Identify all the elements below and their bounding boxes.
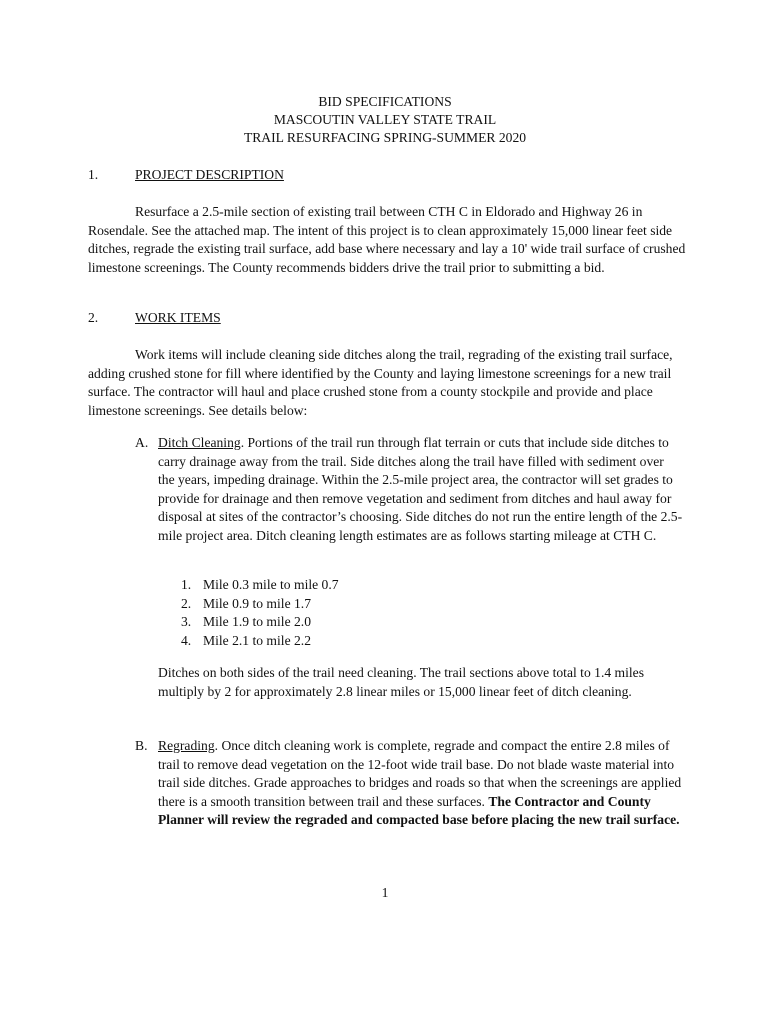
list-item-text: Mile 0.3 mile to mile 0.7 xyxy=(203,577,339,592)
list-item xyxy=(181,613,339,632)
list-item-number: 4. xyxy=(181,632,192,648)
section-2-number: 2. xyxy=(88,310,99,325)
item-b-bold-text: The Contractor and County Planner will review the regraded and compacted base before placing the new trail surface. xyxy=(158,793,680,827)
item-a-title: Ditch Cleaning xyxy=(158,435,241,450)
item-a-body xyxy=(158,434,683,545)
item-b-body xyxy=(158,737,683,830)
doc-title-line-2: MASCOUTIN VALLEY STATE TRAIL xyxy=(273,112,497,127)
doc-title-line-1: BID SPECIFICATIONS xyxy=(318,94,452,109)
item-a-after-text: Ditches on both sides of the trail need cleaning. The trail sections above total to 1.4 miles multiply by 2 for approximately 2.8 linear miles or 15,000 linear feet of ditch cleaning. xyxy=(158,665,644,699)
item-b-letter: B. xyxy=(135,738,148,753)
item-b-title: Regrading xyxy=(158,738,215,753)
list-item xyxy=(181,595,339,614)
item-b-text: . Once ditch cleaning work is complete, regrade and compact the entire 2.8 miles of trail to remove dead vegetation on the 12-foot wide trail base. Do not blade waste material into trail side ditches. Grade approaches to bridges and roads so that when the screenings are applied there is a smooth transition between trail and these surfaces. xyxy=(158,738,682,809)
list-item-text: Mile 0.9 to mile 1.7 xyxy=(203,595,311,611)
list-item xyxy=(181,576,339,595)
mileage-list xyxy=(181,576,339,650)
section-2-heading: WORK ITEMS xyxy=(135,310,221,325)
list-item-text: Mile 1.9 to mile 2.0 xyxy=(203,614,311,629)
section-1-heading: PROJECT DESCRIPTION xyxy=(135,167,284,182)
section-1-number: 1. xyxy=(88,167,99,182)
item-a-text: . Portions of the trail run through flat terrain or cuts that include side ditches to carry drainage away from the trail. Side ditches along the trail have filled with sediment over the years, impeding drainage. Within the 2.5-mile project area, the contractor will set grades to provide for drainage and then remove vegetation and sediment from ditches and haul away for disposal at sites of the contractor’s choosing. Side ditches do not run the entire length of the 2.5-mile project area. Ditch cleaning length estimates are as follows starting mileage at CTH C. xyxy=(158,435,683,543)
list-item-number: 3. xyxy=(181,614,192,629)
section-1-body: Resurface a 2.5-mile section of existing trail between CTH C in Eldorado and Highway 26 in Rosendale. See the attached map. The intent of this project is to clean approximately 15,000 linear feet side ditches, regrade the existing trail surface, add base where necessary and lay a 10' wide trail surface of crushed limestone screenings. The County recommends bidders drive the trail prior to submitting a bid. xyxy=(88,204,686,275)
section-2-body: Work items will include cleaning side ditches along the trail, regrading of the existing trail surface, adding crushed stone for fill where identified by the County and laying limestone screenings for a new trail surface. The contractor will haul and place crushed stone from a county stockpile and provide and place limestone screenings. See details below: xyxy=(88,347,673,418)
list-item xyxy=(181,632,339,651)
item-a-letter: A. xyxy=(135,435,149,450)
list-item-number: 2. xyxy=(181,595,192,611)
doc-title-line-3: TRAIL RESURFACING SPRING-SUMMER 2020 xyxy=(243,130,527,145)
page-number: 1 xyxy=(381,885,389,900)
list-item-number: 1. xyxy=(181,577,192,592)
list-item-text: Mile 2.1 to mile 2.2 xyxy=(203,632,311,648)
